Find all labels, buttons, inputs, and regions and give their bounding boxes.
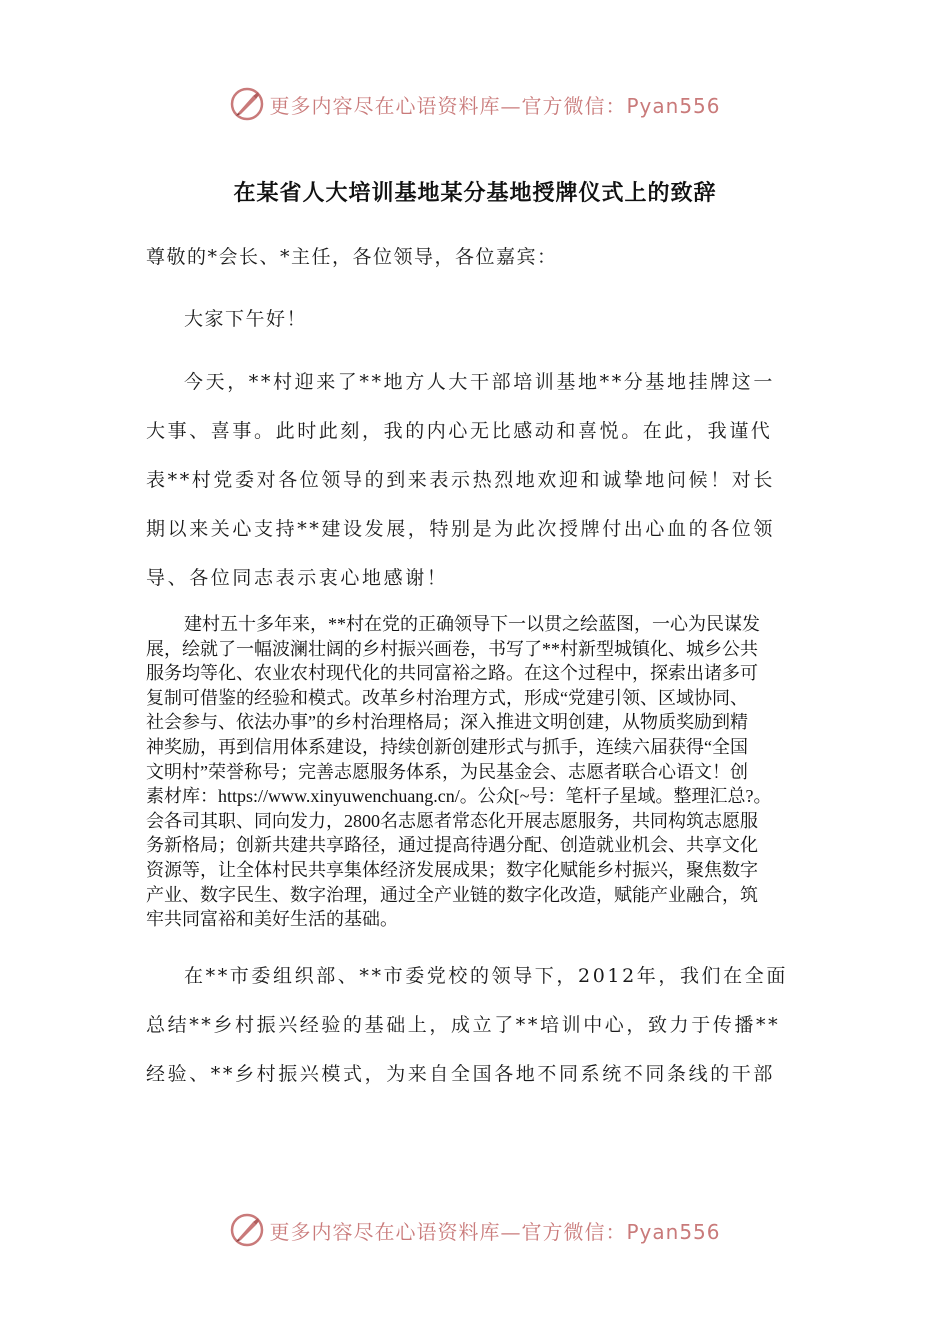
watermark-banner-top bbox=[0, 82, 950, 126]
paragraph-3 bbox=[146, 952, 810, 1099]
paragraph-line: 建村五十多年来，**村在党的正确领导下一以贯之绘蓝图，一心为民谋发 bbox=[184, 614, 760, 634]
paragraph-line: 期以来关心支持**建设发展，特别是为此次授牌付出心血的各位领 bbox=[146, 518, 776, 540]
paragraph-1 bbox=[146, 358, 810, 603]
quill-pen-logo-icon bbox=[229, 86, 265, 122]
paragraph-line: 总结**乡村振兴经验的基础上，成立了**培训中心，致力于传播** bbox=[146, 1014, 781, 1036]
greeting: 大家下午好！ bbox=[184, 308, 308, 330]
paragraph-line: 会各司其职、同向发力，2800名志愿者常态化开展志愿服务，共同构筑志愿服 bbox=[146, 810, 758, 831]
paragraph-line: 经验、**乡村振兴模式，为来自全国各地不同系统不同条线的干部 bbox=[146, 1063, 776, 1085]
paragraph-line: 产业、数字民生、数字治理，通过全产业链的数字化改造，赋能产业融合，筑 bbox=[146, 884, 758, 905]
paragraph-line: 资源等，让全体村民共享集体经济发展成果；数字化赋能乡村振兴，聚焦数字 bbox=[146, 859, 758, 880]
paragraph-line: 大事、喜事。此时此刻，我的内心无比感动和喜悦。在此，我谨代 bbox=[146, 420, 773, 442]
paragraph-line: 神奖励，再到信用体系建设，持续创新创建形式与抓手，连续六届获得“全国 bbox=[146, 736, 748, 757]
document-title: 在某省人大培训基地某分基地授牌仪式上的致辞 bbox=[233, 180, 717, 206]
paragraph-line: 文明村”荣誉称号；完善志愿服务体系，为民基金会、志愿者联合心语文！创 bbox=[146, 761, 748, 782]
paragraph-line: 今天，**村迎来了**地方人大干部培训基地**分基地挂牌这一 bbox=[184, 371, 776, 393]
paragraph-line: 牢共同富裕和美好生活的基础。 bbox=[146, 909, 398, 930]
watermark-text-cn: 更多内容尽在心语资料库—官方微信： bbox=[269, 1219, 627, 1244]
watermark-text-cn: 更多内容尽在心语资料库—官方微信： bbox=[269, 93, 627, 118]
paragraph-line: 社会参与、依法办事”的乡村治理格局；深入推进文明创建，从物质奖励到精 bbox=[146, 712, 748, 733]
watermark-text bbox=[269, 90, 720, 119]
paragraph-line: 务新格局；创新共建共享路径，通过提高待遇分配、创造就业机会、共享文化 bbox=[146, 835, 758, 856]
watermark-banner-bottom bbox=[0, 1208, 950, 1252]
paragraph-line: 表**村党委对各位领导的到来表示热烈地欢迎和诚挚地问候！对长 bbox=[146, 469, 776, 491]
quill-pen-logo-icon bbox=[229, 1212, 265, 1248]
paragraph-line: 在**市委组织部、**市委党校的领导下，2012年，我们在全面 bbox=[184, 965, 788, 987]
paragraph-line: 素材库：https://www.xinyuwenchuang.cn/。公众[~号：笔杆子星域。整理汇总?。 bbox=[146, 786, 772, 807]
salutation: 尊敬的*会长、*主任，各位领导，各位嘉宾： bbox=[146, 246, 558, 268]
paragraph-line: 导、各位同志表示衷心地感谢！ bbox=[146, 567, 449, 589]
watermark-wechat-id: Pyan556 bbox=[626, 1219, 721, 1244]
watermark-wechat-id: Pyan556 bbox=[626, 93, 721, 118]
watermark-text bbox=[269, 1216, 720, 1245]
paragraph-2 bbox=[146, 612, 814, 932]
paragraph-line: 展，绘就了一幅波澜壮阔的乡村振兴画卷，书写了**村新型城镇化、城乡公共 bbox=[146, 638, 758, 659]
paragraph-line: 复制可借鉴的经验和模式。改革乡村治理方式，形成“党建引领、区域协同、 bbox=[146, 687, 748, 708]
paragraph-line: 服务均等化、农业农村现代化的共同富裕之路。在这个过程中，探索出诸多可 bbox=[146, 663, 758, 684]
